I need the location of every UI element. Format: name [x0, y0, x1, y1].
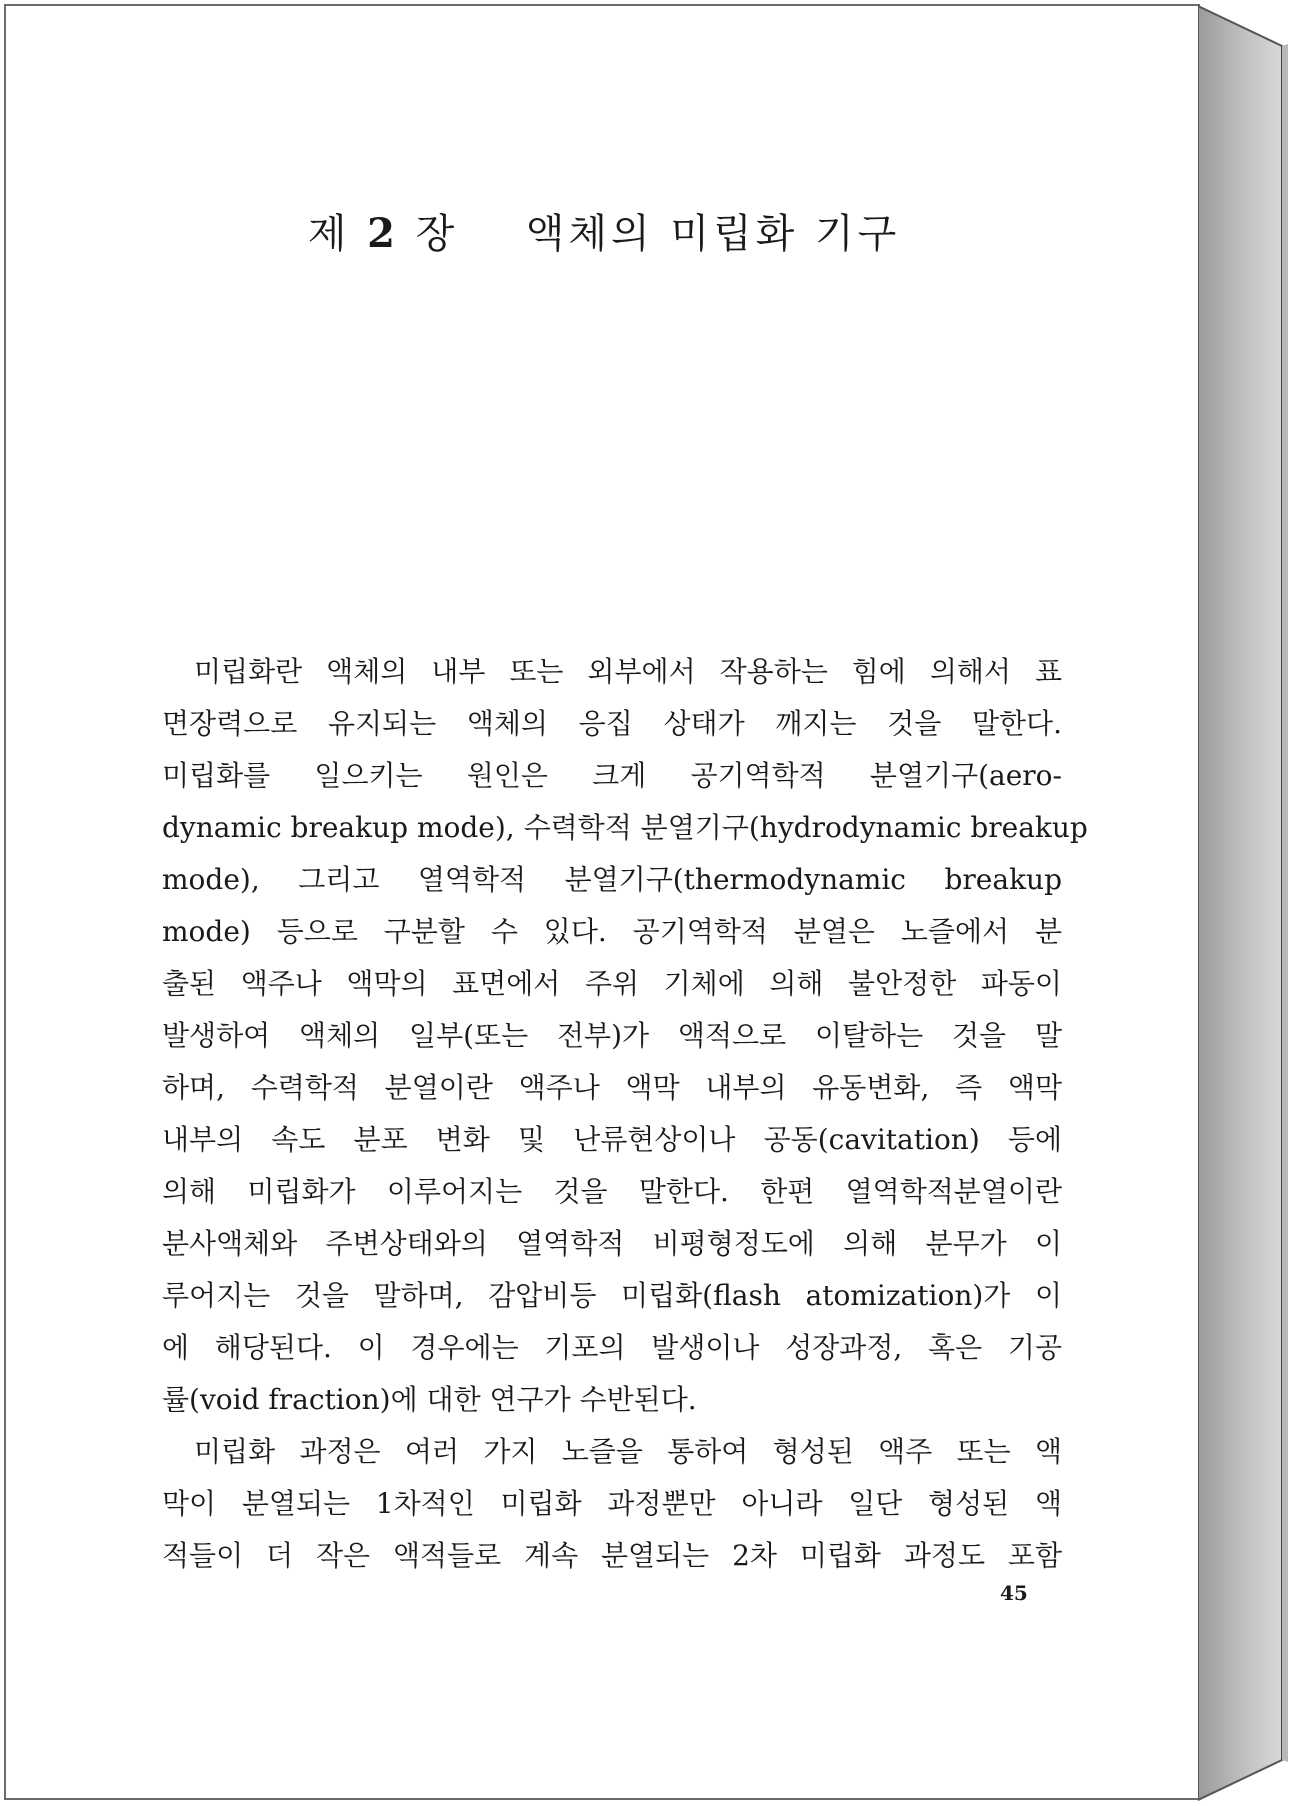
paragraph-2 — [162, 1426, 1062, 1582]
text-line: 에 해당된다. 이 경우에는 기포의 발생이나 성장과정, 혹은 기공 — [162, 1331, 1062, 1364]
chapter-number: 2 — [367, 210, 399, 257]
text-line: dynamic breakup mode), 수력학적 분열기구(hydrodynamic breakup — [162, 811, 1088, 844]
text-line: 발생하여 액체의 일부(또는 전부)가 액적으로 이탈하는 것을 말 — [162, 1019, 1062, 1052]
text-line: 미립화 과정은 여러 가지 노즐을 통하여 형성된 액주 또는 액 — [194, 1435, 1062, 1468]
text-line: mode) 등으로 구분할 수 있다. 공기역학적 분열은 노즐에서 분 — [162, 915, 1062, 948]
text-line: 루어지는 것을 말하며, 감압비등 미립화(flash atomization)가 이 — [162, 1279, 1062, 1312]
chapter-title-text: 액체의 미립화 기구 — [525, 211, 901, 257]
text-line: 의해 미립화가 이루어지는 것을 말한다. 한편 열역학적분열이란 — [162, 1175, 1062, 1208]
text-line: 미립화를 일으키는 원인은 크게 공기역학적 분열기구(aero- — [162, 759, 1062, 792]
page-number: 45 — [1000, 1581, 1028, 1605]
text-line: 분사액체와 주변상태와의 열역학적 비평형정도에 의해 분무가 이 — [162, 1227, 1062, 1260]
chapter-suffix: 장 — [415, 211, 459, 257]
text-line: 미립화란 액체의 내부 또는 외부에서 작용하는 힘에 의해서 표 — [194, 655, 1062, 688]
body-text — [162, 646, 1088, 1582]
text-line: 막이 분열되는 1차적인 미립화 과정뿐만 아니라 일단 형성된 액 — [162, 1487, 1062, 1520]
text-line: 면장력으로 유지되는 액체의 응집 상태가 깨지는 것을 말한다. — [162, 707, 1062, 740]
text-line: 적들이 더 작은 액적들로 계속 분열되는 2차 미립화 과정도 포함 — [162, 1539, 1062, 1572]
book-page-edges — [1198, 0, 1291, 1806]
paragraph-1 — [162, 646, 1088, 1426]
book-page — [4, 4, 1200, 1800]
text-line: 내부의 속도 분포 변화 및 난류현상이나 공동(cavitation) 등에 — [162, 1123, 1062, 1156]
text-line: 출된 액주나 액막의 표면에서 주위 기체에 의해 불안정한 파동이 — [162, 967, 1062, 1000]
chapter-title — [6, 202, 1202, 259]
text-line: 률(void fraction)에 대한 연구가 수반된다. — [162, 1383, 697, 1416]
text-line: 하며, 수력학적 분열이란 액주나 액막 내부의 유동변화, 즉 액막 — [162, 1071, 1062, 1104]
chapter-prefix: 제 — [307, 211, 351, 257]
text-line: mode), 그리고 열역학적 분열기구(thermodynamic breakup — [162, 863, 1062, 896]
